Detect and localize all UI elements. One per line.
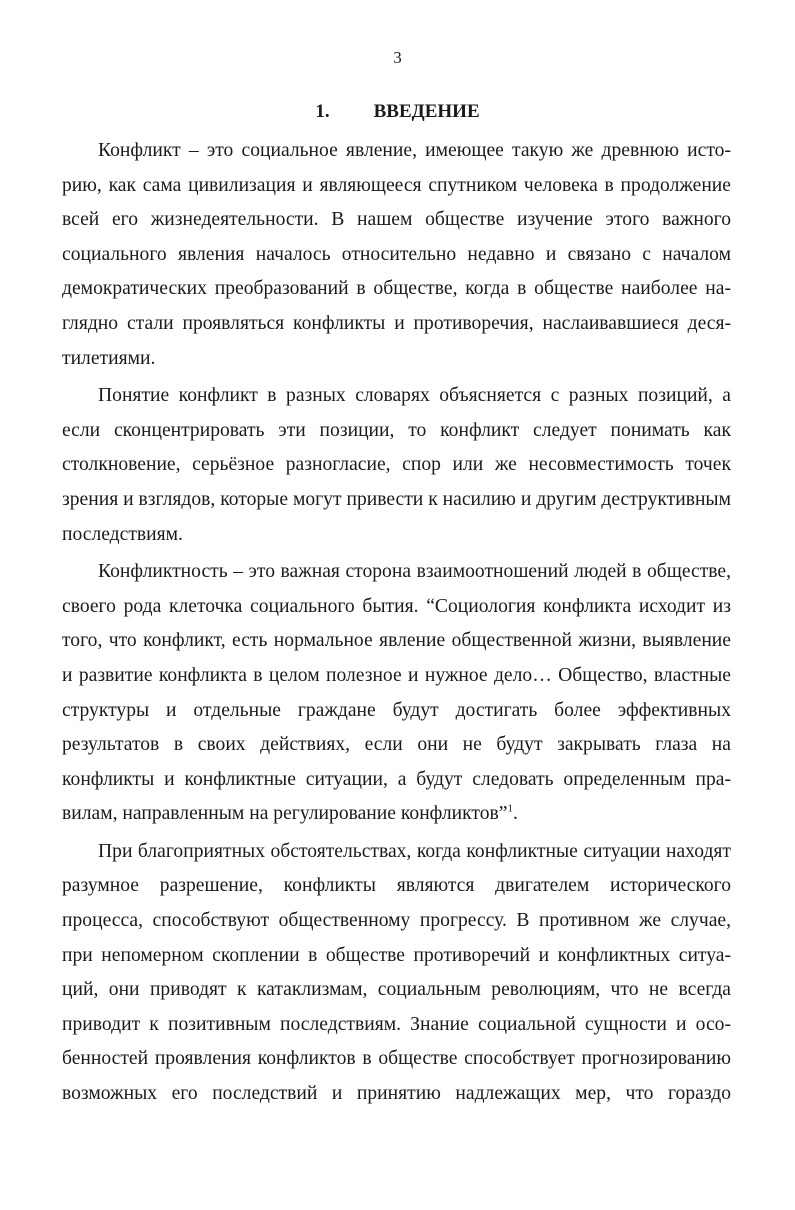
footnote-reference[interactable]: 1	[507, 802, 513, 815]
paragraph-4: При благоприятных обстоятельствах, когда конфликтные ситуации находят разумное разрешение, конфликты являются двигателем исторического процесса, способствуют общественному прогрессу. В противном же случае, при непомерном скоплении в обществе противоречий и конфликтных ситуаций, они приводят к катаклизмам, социальным революциям, что не всегда приводит к позитивным последствиям. Знание социальной сущности и особенностей проявления конфликтов в обществе способствует прогнозированию возможных его последствий и принятию надлежащих мер, что гораздо	[62, 840, 731, 1105]
section-title: ВВЕДЕНИЕ	[373, 101, 480, 122]
paragraph-3	[62, 555, 731, 832]
section-heading	[0, 100, 795, 124]
body-text	[62, 134, 731, 1115]
paragraph-3-text: Конфликтность – это важная сторона взаимоотношений людей в обществе, своего рода клеточка социального бытия. “Социология конфликта исходит из того, что конфликт, есть нормальное явление общественной жизни, выявление и развитие конфликта в целом полезное и нужное дело… Общество, властные структуры и отдельные граждане будут достигать более эффективных результатов в своих действиях, если они не будут закрывать глаза на конфликты и конфликтные ситуации, а будут следовать определенным правилам, направленным на регулирование конфликтов”	[62, 561, 731, 825]
section-number: 1.	[315, 101, 330, 122]
paragraph-2: Понятие конфликт в разных словарях объясняется с разных позиций, а если сконцентрировать эти позиции, то конфликт следует понимать как столкновение, серьёзное разногласие, спор или же несовместимость точек зрения и взглядов, которые могут привести к насилию и другим деструктивным последствиям.	[62, 385, 731, 545]
paragraph-3-end: .	[512, 803, 518, 825]
paragraph-1: Конфликт – это социальное явление, имеющее такую же древнюю историю, как сама цивилизация и являющееся спутником человека в продолжение всей его жизнедеятельности. В нашем обществе изучение этого важного социального явления началось относительно недавно и связано с началом демократических преобразований в обществе, когда в обществе наиболее наглядно стали проявляться конфликты и противоречия, наслаивавшиеся десятилетиями.	[62, 140, 731, 369]
page-number: 3	[393, 48, 402, 67]
